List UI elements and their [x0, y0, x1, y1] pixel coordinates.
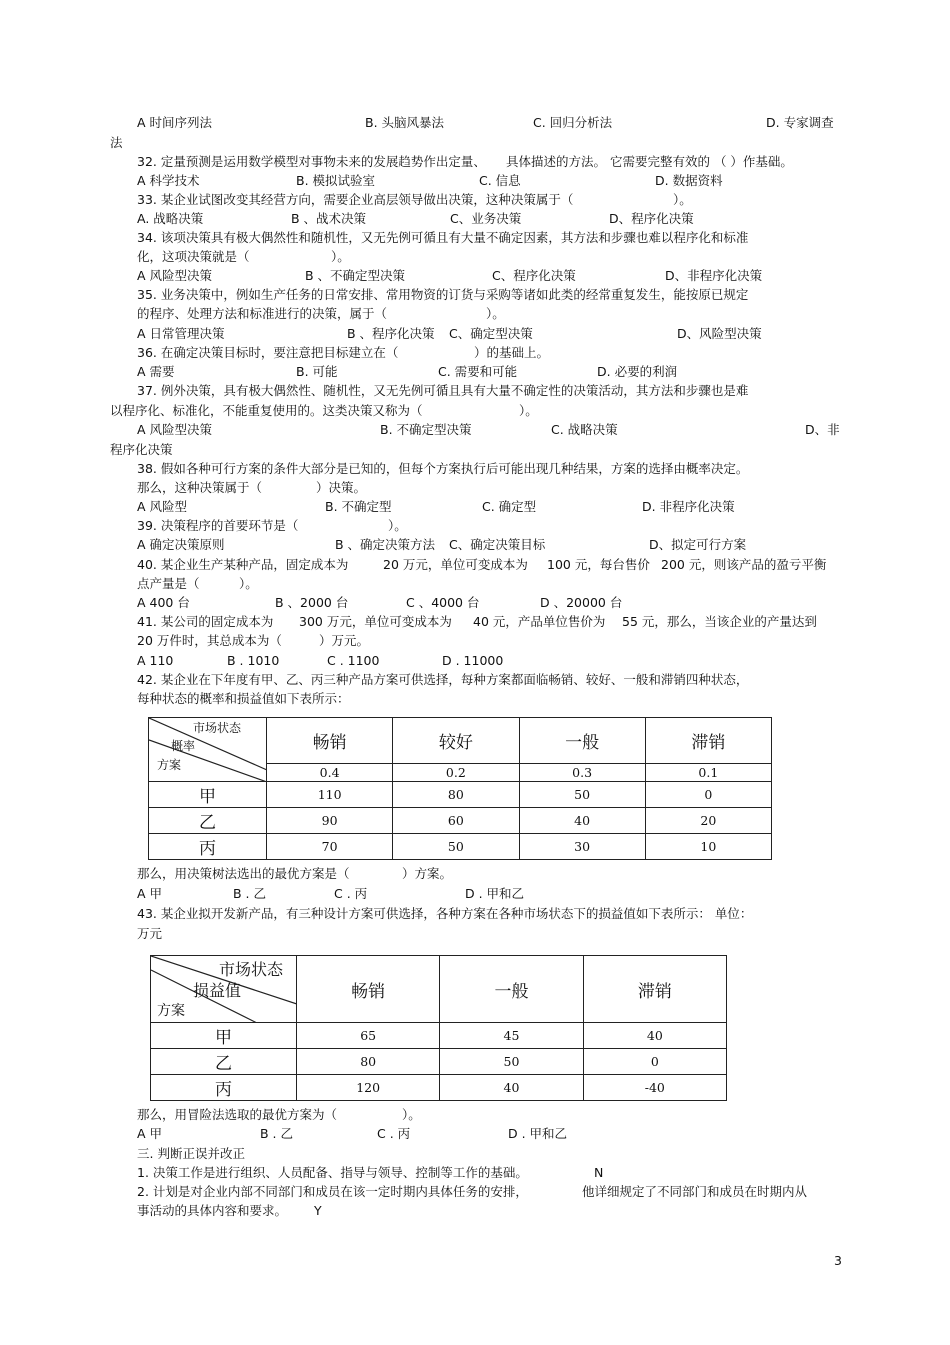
table2-value-cell: 0 [583, 1049, 726, 1075]
table1-value-cell: 110 [267, 782, 393, 808]
table1-prob-cell: 0.4 [267, 764, 393, 782]
q36-option-c: C. 需要和可能 [438, 364, 518, 379]
q32-line1b: 具体描述的方法。 它需要完整有效的 （ ）作基础。 [506, 154, 793, 169]
table2-value-cell: 65 [297, 1023, 440, 1049]
q33-option-b: B 、战术决策 [291, 211, 367, 226]
q36-end: ）的基础上。 [474, 345, 550, 360]
q42-line2: 每种状态的概率和损益值如下表所示： [137, 691, 350, 706]
table2-value-cell: 120 [297, 1075, 440, 1101]
q34-option-b: B 、不确定型决策 [305, 268, 406, 283]
q34-line2: 化，这项决策就是（ [137, 249, 250, 264]
table1-plan-cell: 甲 [149, 782, 267, 808]
q43-line1: 43. 某企业拟开发新产品，有三种设计方案可供选择，各种方案在各种市场状态下的损益值如下表所示： 单位： [137, 906, 753, 921]
q37-option-d: D、非 [805, 422, 840, 437]
table1-diagonal-header [149, 718, 267, 782]
q33-end: ）。 [673, 192, 692, 207]
table1-value-cell: 70 [267, 834, 393, 860]
q36-option-b: B. 可能 [296, 364, 338, 379]
q41-line1b: 300 万元，单位可变成本为 [299, 614, 452, 629]
table1-prob-cell: 0.3 [519, 764, 645, 782]
q42-end: ）方案。 [402, 866, 453, 881]
q43-option-b: B . 乙 [260, 1126, 293, 1141]
sec3-item1-answer: N [594, 1165, 604, 1180]
q39-option-c: C、确定决策目标 [449, 537, 546, 552]
table1-value-cell: 60 [393, 808, 519, 834]
table-row [149, 834, 772, 860]
q32-option-b: B. 模拟试验室 [296, 173, 376, 188]
q43-option-a: A 甲 [137, 1126, 163, 1141]
q43-line2: 万元 [137, 926, 163, 941]
q38-end: ）决策。 [316, 480, 367, 495]
table1-plan-label: 方案 [157, 758, 182, 772]
q31-option-b: B. 头脑风暴法 [365, 115, 445, 130]
q41-option-a: A 110 [137, 653, 174, 668]
table1-value-cell: 50 [519, 782, 645, 808]
q43-end: ）。 [402, 1107, 421, 1122]
table1-header-cell: 较好 [393, 718, 519, 764]
q36-line1: 36. 在确定决策目标时，要注意把目标建立在（ [137, 345, 399, 360]
section3-title: 三. 判断正误并改正 [137, 1146, 245, 1161]
q42-option-a: A 甲 [137, 886, 163, 901]
q40-line1d: 200 元，则该产品的盈亏平衡 [661, 557, 827, 572]
q34-end: ）。 [331, 249, 350, 264]
table1-value-cell: 50 [393, 834, 519, 860]
table-row [149, 808, 772, 834]
q35-line1: 35. 业务决策中，例如生产任务的日常安排、常用物资的订货与采购等诸如此类的经常重复发生，能按原已规定 [137, 287, 749, 302]
q37-option-a: A 风险型决策 [137, 422, 213, 437]
table1-prob-cell: 0.1 [645, 764, 771, 782]
table2-plan-cell: 丙 [151, 1075, 297, 1101]
q42-option-d: D . 甲和乙 [465, 886, 525, 901]
q41-line1a: 41. 某公司的固定成本为 [137, 614, 274, 629]
q41-line2: 20 万件时，其总成本为（ [137, 633, 282, 648]
table1-plan-cell: 乙 [149, 808, 267, 834]
q40-line2: 点产量是（ [137, 576, 200, 591]
table1-plan-cell: 丙 [149, 834, 267, 860]
q37-option-c: C. 战略决策 [551, 422, 618, 437]
q39-option-d: D、拟定可行方案 [649, 537, 747, 552]
table2-value-cell: 40 [440, 1075, 583, 1101]
q43-option-c: C . 丙 [377, 1126, 411, 1141]
table1-value-cell: 30 [519, 834, 645, 860]
q41-end: ）万元。 [319, 633, 370, 648]
q32-option-c: C. 信息 [479, 173, 521, 188]
q34-line1: 34. 该项决策具有极大偶然性和随机性，又无先例可循且有大量不确定因素，其方法和步骤也难以程序化和标准 [137, 230, 749, 245]
table-row [149, 782, 772, 808]
table1-header-cell: 滞销 [645, 718, 771, 764]
table2-value-cell: 45 [440, 1023, 583, 1049]
q37-option-d-cont: 程序化决策 [110, 442, 173, 457]
probability-payoff-table [148, 717, 772, 860]
table1-prob-cell: 0.2 [393, 764, 519, 782]
q43-after: 那么，用冒险法选取的最优方案为（ [137, 1107, 338, 1122]
q42-option-c: C . 丙 [334, 886, 368, 901]
q38-line1: 38. 假如各种可行方案的条件大部分是已知的，但每个方案执行后可能出现几种结果，方案的选择由概率决定。 [137, 461, 749, 476]
q39-end: ）。 [388, 518, 407, 533]
table2-plan-cell: 甲 [151, 1023, 297, 1049]
q35-option-a: A 日常管理决策 [137, 326, 225, 341]
q40-line1b: 20 万元，单位可变成本为 [383, 557, 528, 572]
sec3-item2b: 他详细规定了不同部门和成员在时期内从 [582, 1184, 808, 1199]
table1-value-cell: 90 [267, 808, 393, 834]
q35-line2: 的程序、处理方法和标准进行的决策，属于（ [137, 306, 388, 321]
q37-end: ）。 [519, 403, 538, 418]
q40-option-c: C 、4000 台 [406, 595, 480, 610]
q39-option-a: A 确定决策原则 [137, 537, 225, 552]
q41-option-b: B . 1010 [227, 653, 280, 668]
table2-header-cell: 滞销 [583, 956, 726, 1023]
q31-option-d: D. 专家调查 [766, 115, 834, 130]
q35-end: ）。 [486, 306, 505, 321]
q42-option-b: B . 乙 [233, 886, 266, 901]
q42-after: 那么，用决策树法选出的最优方案是（ [137, 866, 350, 881]
q40-line1c: 100 元，每台售价 [547, 557, 650, 572]
q33-option-c: C、业务决策 [450, 211, 522, 226]
q41-line1d: 55 元，那么，当该企业的产量达到 [622, 614, 817, 629]
table1-value-cell: 80 [393, 782, 519, 808]
page-number: 3 [834, 1253, 842, 1268]
table1-prob-label: 概率 [171, 739, 196, 753]
q38-option-a: A 风险型 [137, 499, 188, 514]
q38-option-b: B. 不确定型 [325, 499, 392, 514]
table-row [151, 1049, 727, 1075]
q40-end: ）。 [239, 576, 258, 591]
q41-line1c: 40 元，产品单位售价为 [473, 614, 606, 629]
q31-option-c: C. 回归分析法 [533, 115, 613, 130]
table1-value-cell: 0 [645, 782, 771, 808]
q36-option-d: D. 必要的利润 [597, 364, 678, 379]
q37-line2: 以程序化、标准化，不能重复使用的。这类决策又称为（ [110, 403, 423, 418]
q33-option-a: A. 战略决策 [137, 211, 204, 226]
table2-header-cell: 一般 [440, 956, 583, 1023]
sec3-item1: 1. 决策工作是进行组织、人员配备、指导与领导、控制等工作的基础。 [137, 1165, 528, 1180]
q38-line2: 那么，这种决策属于（ [137, 480, 263, 495]
q31-option-a: A 时间序列法 [137, 115, 213, 130]
q42-line1: 42. 某企业在下年度有甲、乙、丙三种产品方案可供选择，每种方案都面临畅销、较好、一般和滞销四种状态， [137, 672, 749, 687]
q34-option-a: A 风险型决策 [137, 268, 213, 283]
table1-value-cell: 20 [645, 808, 771, 834]
q38-option-d: D. 非程序化决策 [642, 499, 735, 514]
sec3-item2-answer: Y [314, 1203, 322, 1218]
table2-plan-label: 方案 [157, 1003, 185, 1019]
q38-option-c: C. 确定型 [482, 499, 537, 514]
table1-value-cell: 40 [519, 808, 645, 834]
sec3-item2c: 事活动的具体内容和要求。 [137, 1203, 288, 1218]
q40-option-b: B 、2000 台 [275, 595, 349, 610]
q32-option-d: D. 数据资料 [655, 173, 723, 188]
q39-option-b: B 、确定决策方法 [335, 537, 436, 552]
table2-value-cell: 50 [440, 1049, 583, 1075]
table2-value-cell: 40 [583, 1023, 726, 1049]
table1-value-cell: 10 [645, 834, 771, 860]
table1-header-cell: 畅销 [267, 718, 393, 764]
q39-line1: 39. 决策程序的首要环节是（ [137, 518, 299, 533]
table2-plan-cell: 乙 [151, 1049, 297, 1075]
q35-option-b: B 、程序化决策 [347, 326, 435, 341]
q40-option-a: A 400 台 [137, 595, 190, 610]
q33-line1: 33. 某企业试图改变其经营方向，需要企业高层领导做出决策，这种决策属于（ [137, 192, 574, 207]
q43-option-d: D . 甲和乙 [508, 1126, 568, 1141]
q35-option-d: D、风险型决策 [677, 326, 762, 341]
table1-state-label: 市场状态 [193, 721, 242, 735]
q32-option-a: A 科学技术 [137, 173, 200, 188]
q41-option-d: D . 11000 [442, 653, 504, 668]
q34-option-d: D、非程序化决策 [665, 268, 763, 283]
table-row [151, 1023, 727, 1049]
table-row [151, 1075, 727, 1101]
table2-diagonal-header [151, 956, 297, 1023]
q40-option-d: D 、20000 台 [540, 595, 623, 610]
table2-value-cell: -40 [583, 1075, 726, 1101]
table1-header-cell: 一般 [519, 718, 645, 764]
q36-option-a: A 需要 [137, 364, 175, 379]
q40-line1a: 40. 某企业生产某种产品，固定成本为 [137, 557, 349, 572]
q35-option-c: C、确定型决策 [449, 326, 533, 341]
q37-option-b: B. 不确定型决策 [380, 422, 472, 437]
q34-option-c: C、程序化决策 [492, 268, 576, 283]
table2-state-label: 市场状态 [219, 960, 284, 979]
q33-option-d: D、程序化决策 [609, 211, 694, 226]
q37-line1: 37. 例外决策，具有极大偶然性、随机性，又无先例可循且具有大量不确定性的决策活动，其方法和步骤也是难 [137, 383, 749, 398]
payoff-table [150, 955, 727, 1101]
q41-option-c: C . 1100 [327, 653, 380, 668]
table2-value-label: 损益值 [193, 981, 242, 1000]
q31-option-d-cont: 法 [110, 135, 123, 150]
table2-value-cell: 80 [297, 1049, 440, 1075]
q32-line1a: 32. 定量预测是运用数学模型对事物未来的发展趋势作出定量、 [137, 154, 486, 169]
table2-header-cell: 畅销 [297, 956, 440, 1023]
sec3-item2a: 2. 计划是对企业内部不同部门和成员在该一定时期内具体任务的安排， [137, 1184, 528, 1199]
